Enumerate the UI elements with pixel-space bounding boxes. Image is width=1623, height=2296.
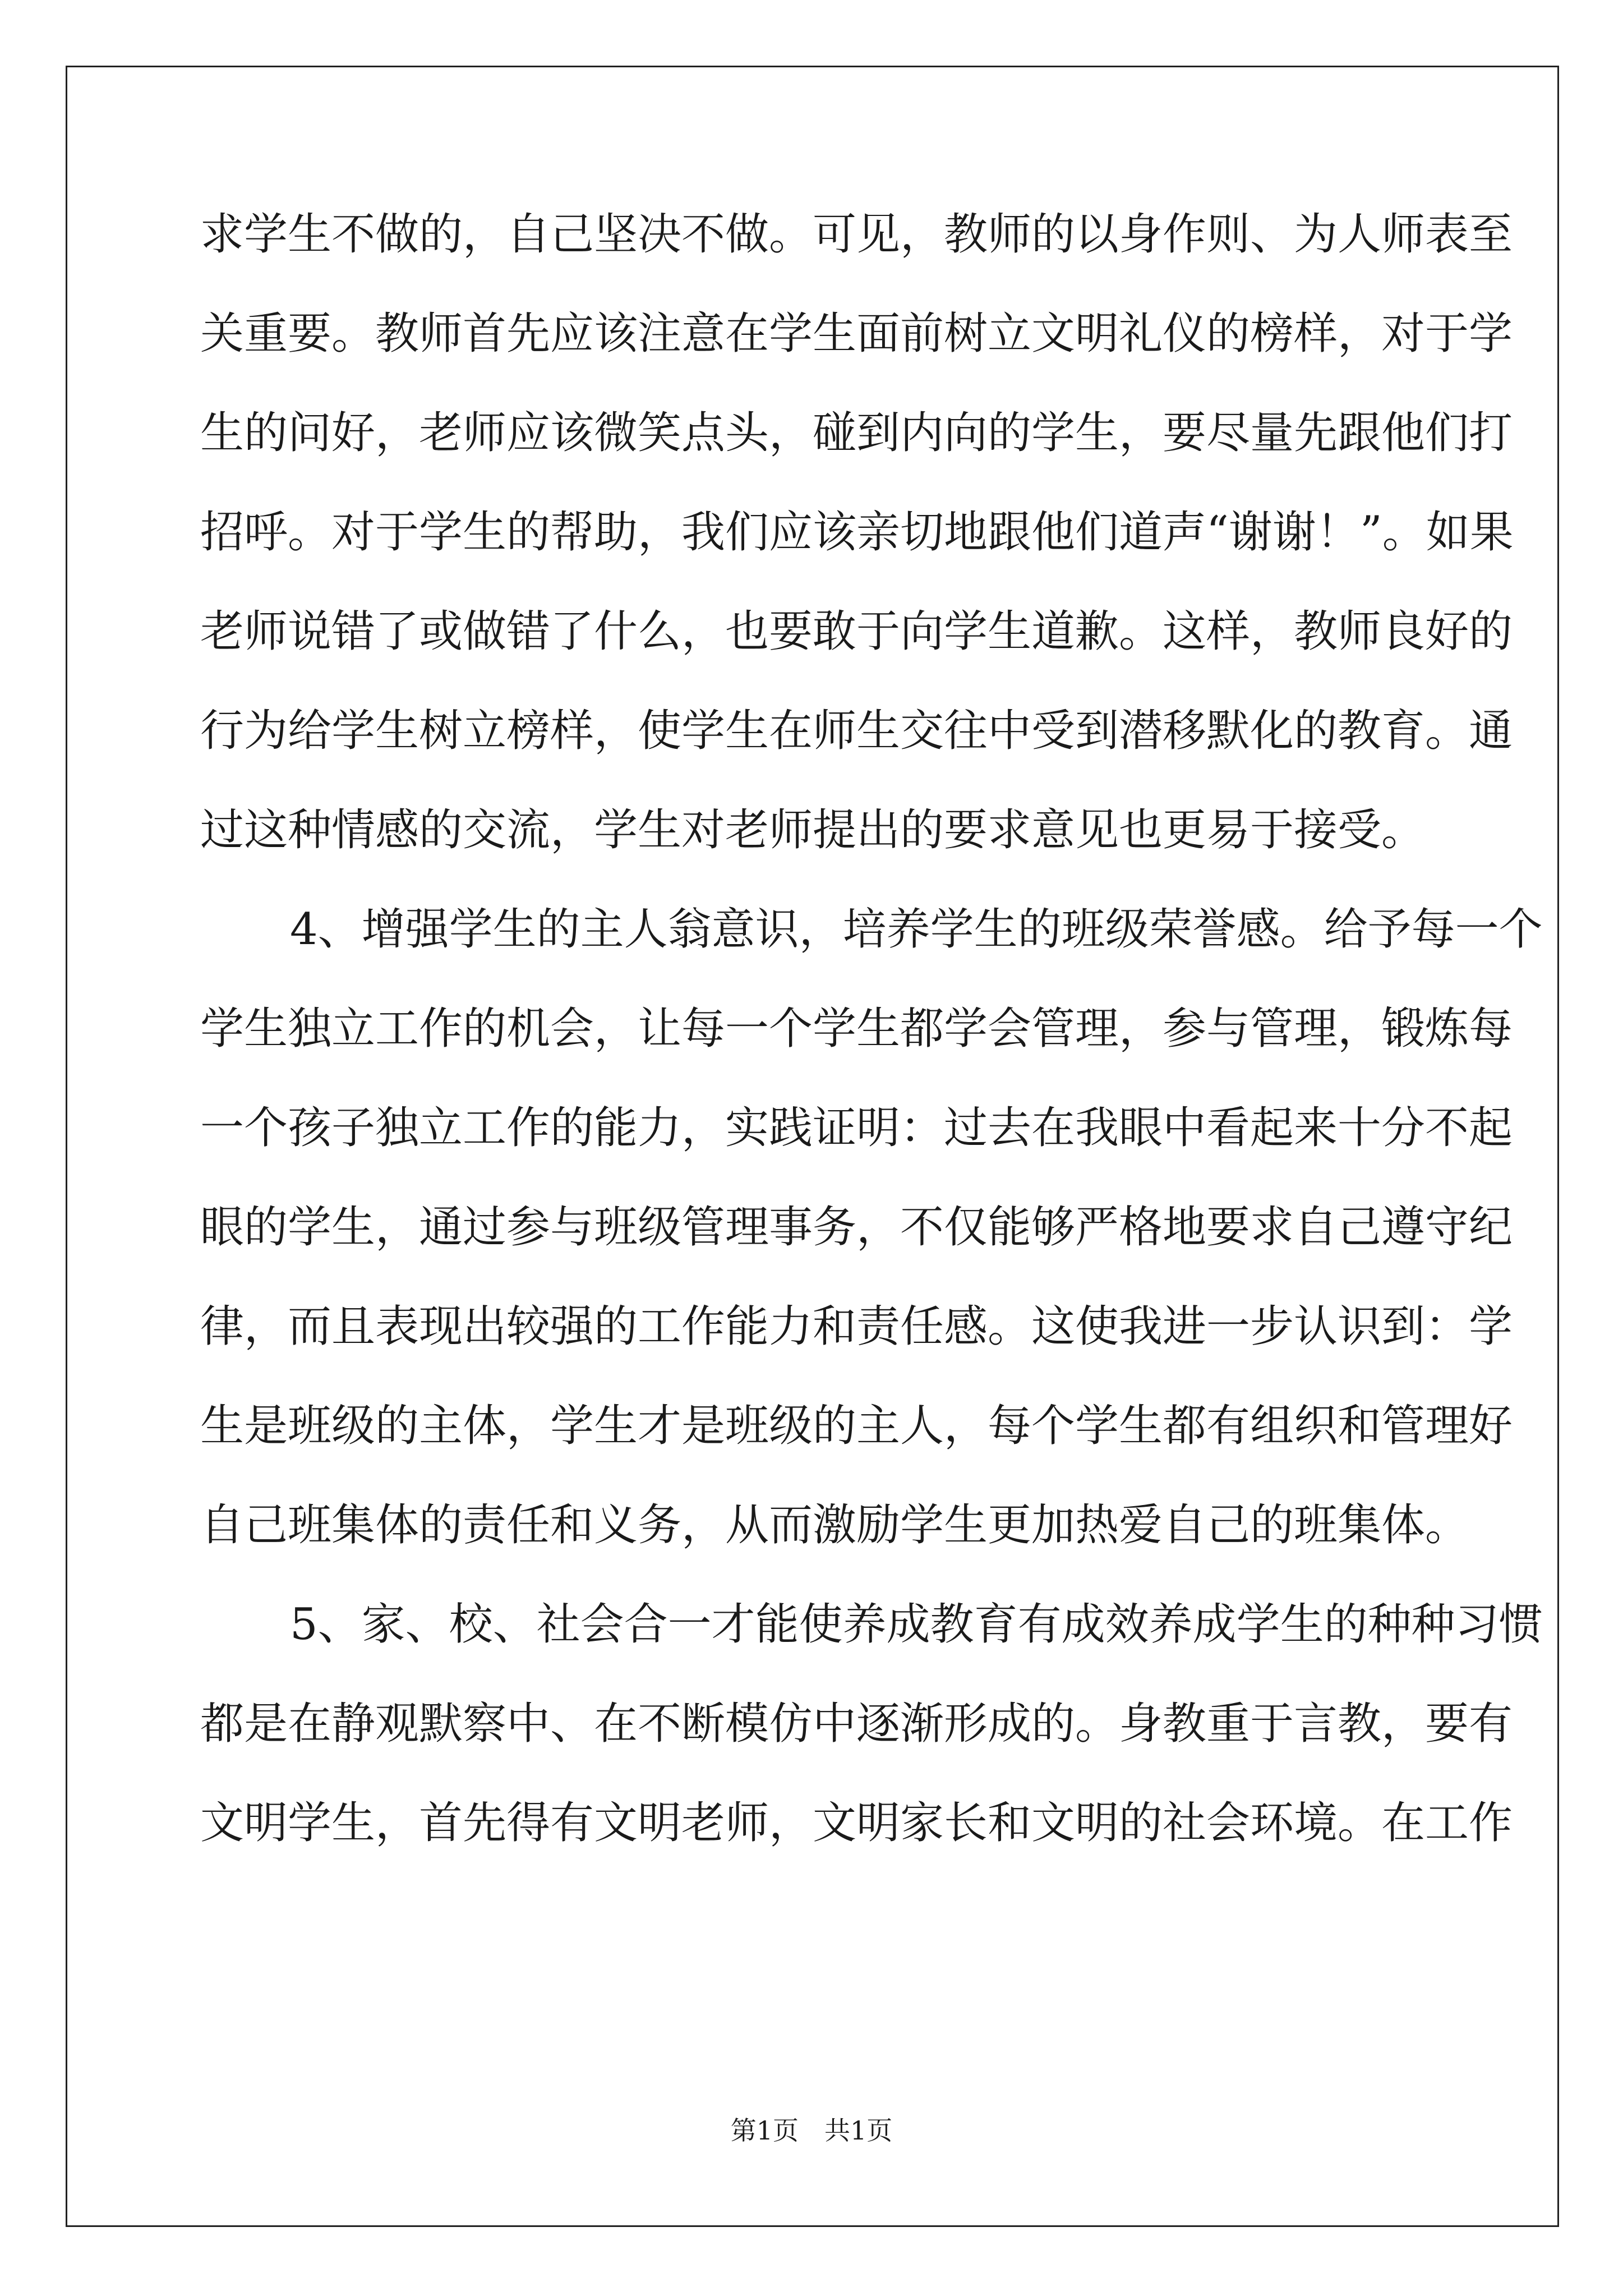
text-line: 一个孩子独立工作的能力，实践证明：过去在我眼中看起来十分不起 (200, 1103, 1513, 1153)
text-line: 招呼。对于学生的帮助，我们应该亲切地跟他们道声“谢谢！”。如果 (200, 507, 1514, 558)
text-line: 学生独立工作的机会，让每一个学生都学会管理，参与管理，锻炼每 (200, 1004, 1513, 1054)
text-line: 求学生不做的，自己坚决不做。可见，教师的以身作则、为人师表至 (200, 209, 1513, 260)
text-line: 行为给学生树立榜样，使学生在师生交往中受到潜移默化的教育。通 (200, 706, 1513, 756)
document-body (200, 185, 1543, 1873)
page-number: 第1页 (730, 2115, 799, 2146)
text-line: 律，而且表现出较强的工作能力和责任感。这使我进一步认识到：学 (200, 1301, 1513, 1352)
text-line: 文明学生，首先得有文明老师，文明家长和文明的社会环境。在工作 (200, 1798, 1513, 1848)
text-line: 老师说错了或做错了什么，也要敢于向学生道歉。这样，教师良好的 (200, 606, 1513, 657)
text-line: 都是在静观默察中、在不断模仿中逐渐形成的。身教重于言教，要有 (200, 1699, 1513, 1749)
text-line: 眼的学生，通过参与班级管理事务，不仅能够严格地要求自己遵守纪 (200, 1202, 1513, 1253)
text-line: 过这种情感的交流，学生对老师提出的要求意见也更易于接受。 (200, 805, 1426, 855)
text-line: 生的问好，老师应该微笑点头，碰到内向的学生，要尽量先跟他们打 (200, 408, 1513, 458)
paragraph-start-line: 5、家、校、社会合一才能使养成教育有成效养成学生的种种习惯 (290, 1599, 1543, 1650)
text-line: 关重要。教师首先应该注意在学生面前树立文明礼仪的榜样，对于学 (200, 309, 1513, 359)
page-total: 共1页 (824, 2115, 893, 2146)
text-line: 生是班级的主体，学生才是班级的主人，每个学生都有组织和管理好 (200, 1401, 1513, 1451)
page-footer (0, 2114, 1623, 2147)
paragraph-start-line: 4、增强学生的主人翁意识，培养学生的班级荣誉感。给予每一个 (290, 904, 1543, 955)
text-line: 自己班集体的责任和义务，从而激励学生更加热爱自己的班集体。 (200, 1500, 1469, 1550)
